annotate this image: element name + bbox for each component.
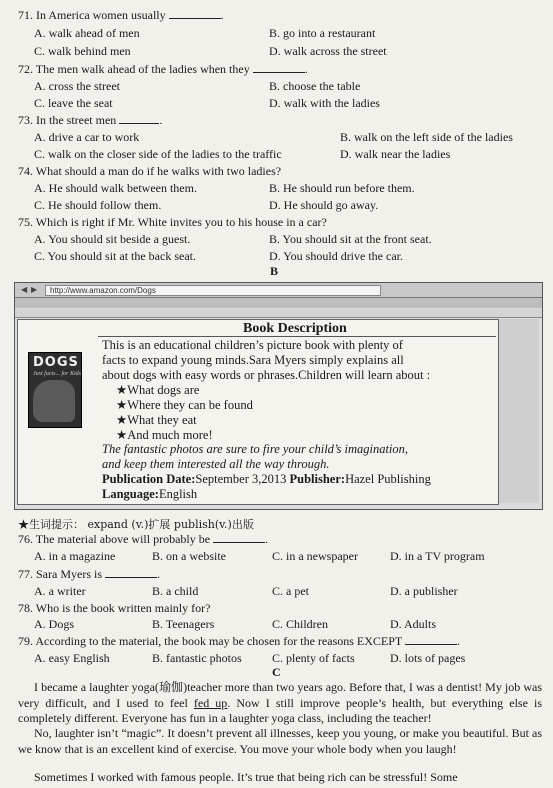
divider (98, 336, 496, 337)
book-cover-title: DOGS (33, 355, 79, 370)
option: D. walk across the street (269, 44, 387, 58)
vocab-note: ★生词提示： expand (v.)扩展 publish(v.)出版 (18, 518, 254, 531)
forward-arrow-icon: ▶ (31, 285, 38, 294)
option: D. He should go away. (269, 198, 379, 212)
question-77: 77. Sara Myers is . (18, 567, 160, 581)
passage-paragraph: I became a laughter yoga(瑜伽)teacher more than two years ago. Before that, I was a dentist! My job was very difficult, and I used to feel fed up. Now I still improve people’s health, but everything else is completely different. Everyone has fun in a laughter yoga class, including the teacher! (18, 680, 542, 725)
option: C. walk on the closer side of the ladies to the traffic (34, 147, 282, 161)
browser-address-bar (15, 283, 542, 298)
underlined-phrase: fed up (193, 695, 228, 710)
language-info: Language:English (102, 487, 198, 501)
publication-info: Publication Date:September 3,2013 Publisher:Hazel Publishing (102, 472, 431, 486)
answer-blank (169, 8, 221, 19)
question-72: 72. The men walk ahead of the ladies when they . (18, 62, 308, 76)
desc-line: This is an educational children’s picture book with plenty of (102, 338, 403, 352)
option: D. walk with the ladies (269, 96, 380, 110)
browser-screenshot (14, 282, 543, 510)
option: A. Dogs (34, 617, 75, 631)
bullet-item: ★Where they can be found (116, 398, 253, 412)
option: C. He should follow them. (34, 198, 162, 212)
passage-paragraph: Sometimes I worked with famous people. It’s true that being rich can be stressful! Some (34, 770, 458, 784)
section-heading-c: C (272, 665, 281, 679)
answer-blank (405, 634, 457, 645)
italic-line: and keep them interested all the way through. (102, 457, 330, 471)
italic-line: The fantastic photos are sure to fire your child’s imagination, (102, 442, 409, 456)
option: C. You should sit at the back seat. (34, 249, 196, 263)
answer-blank (253, 62, 305, 73)
option: B. walk on the left side of the ladies (340, 130, 513, 144)
browser-toolbar (15, 298, 542, 308)
option: C. plenty of facts (272, 651, 355, 665)
answer-blank (119, 113, 159, 124)
desc-line: about dogs with easy words or phrases.Children will learn about : (102, 368, 431, 382)
option: D. Adults (390, 617, 437, 631)
book-cover-image (28, 352, 82, 428)
option: C. a pet (272, 584, 309, 598)
option: B. choose the table (269, 79, 361, 93)
desc-line: facts to expand young minds.Sara Myers simply explains all (102, 353, 404, 367)
option: B. go into a restaurant (269, 26, 376, 40)
bullet-item: ★What they eat (116, 413, 197, 427)
url-field: http://www.amazon.com/Dogs (45, 285, 381, 296)
option: D. You should drive the car. (269, 249, 403, 263)
question-78: 78. Who is the book written mainly for? (18, 601, 211, 615)
option: B. a child (152, 584, 199, 598)
option: B. on a website (152, 549, 226, 563)
answer-blank (213, 532, 265, 543)
bullet-item: ★What dogs are (116, 383, 200, 397)
option: A. cross the street (34, 79, 120, 93)
dog-photo (33, 380, 75, 422)
option: B. Teenagers (152, 617, 215, 631)
book-description-panel (17, 319, 499, 505)
answer-blank (105, 567, 157, 578)
book-cover-subtitle: Just facts... for Kids (33, 371, 82, 377)
option: B. He should run before them. (269, 181, 415, 195)
back-arrow-icon: ◀ (21, 285, 28, 294)
question-79: 79. According to the material, the book may be chosen for the reasons EXCEPT . (18, 634, 461, 648)
option: C. in a newspaper (272, 549, 358, 563)
option: D. lots of pages (390, 651, 466, 665)
passage-paragraph: No, laughter isn’t “magic”. It doesn’t prevent all illnesses, keep you young, or make you beautiful. But as we know that is an excellent kind of exercise. You move your whole body when you laugh! (18, 726, 542, 756)
browser-sidebar (499, 319, 539, 503)
option: D. in a TV program (390, 549, 485, 563)
option: A. drive a car to work (34, 130, 140, 144)
option: A. easy English (34, 651, 110, 665)
question-71: 71. In America women usually . (18, 8, 224, 22)
option: D. a publisher (390, 584, 458, 598)
option: C. Children (272, 617, 328, 631)
bullet-item: ★And much more! (116, 428, 213, 442)
option: A. in a magazine (34, 549, 116, 563)
question-73: 73. In the street men . (18, 113, 163, 127)
option: A. walk ahead of men (34, 26, 140, 40)
question-75: 75. Which is right if Mr. White invites you to his house in a car? (18, 215, 327, 229)
option: D. walk near the ladies (340, 147, 451, 161)
option: B. You should sit at the front seat. (269, 232, 432, 246)
option: B. fantastic photos (152, 651, 242, 665)
section-heading-b: B (270, 264, 279, 278)
question-74: 74. What should a man do if he walks with two ladies? (18, 164, 282, 178)
question-76: 76. The material above will probably be . (18, 532, 269, 546)
option: A. He should walk between them. (34, 181, 197, 195)
option: C. walk behind men (34, 44, 131, 58)
option: A. You should sit beside a guest. (34, 232, 191, 246)
book-description-title: Book Description (243, 321, 347, 336)
option: C. leave the seat (34, 96, 113, 110)
browser-tabs-bar (15, 309, 542, 318)
option: A. a writer (34, 584, 86, 598)
